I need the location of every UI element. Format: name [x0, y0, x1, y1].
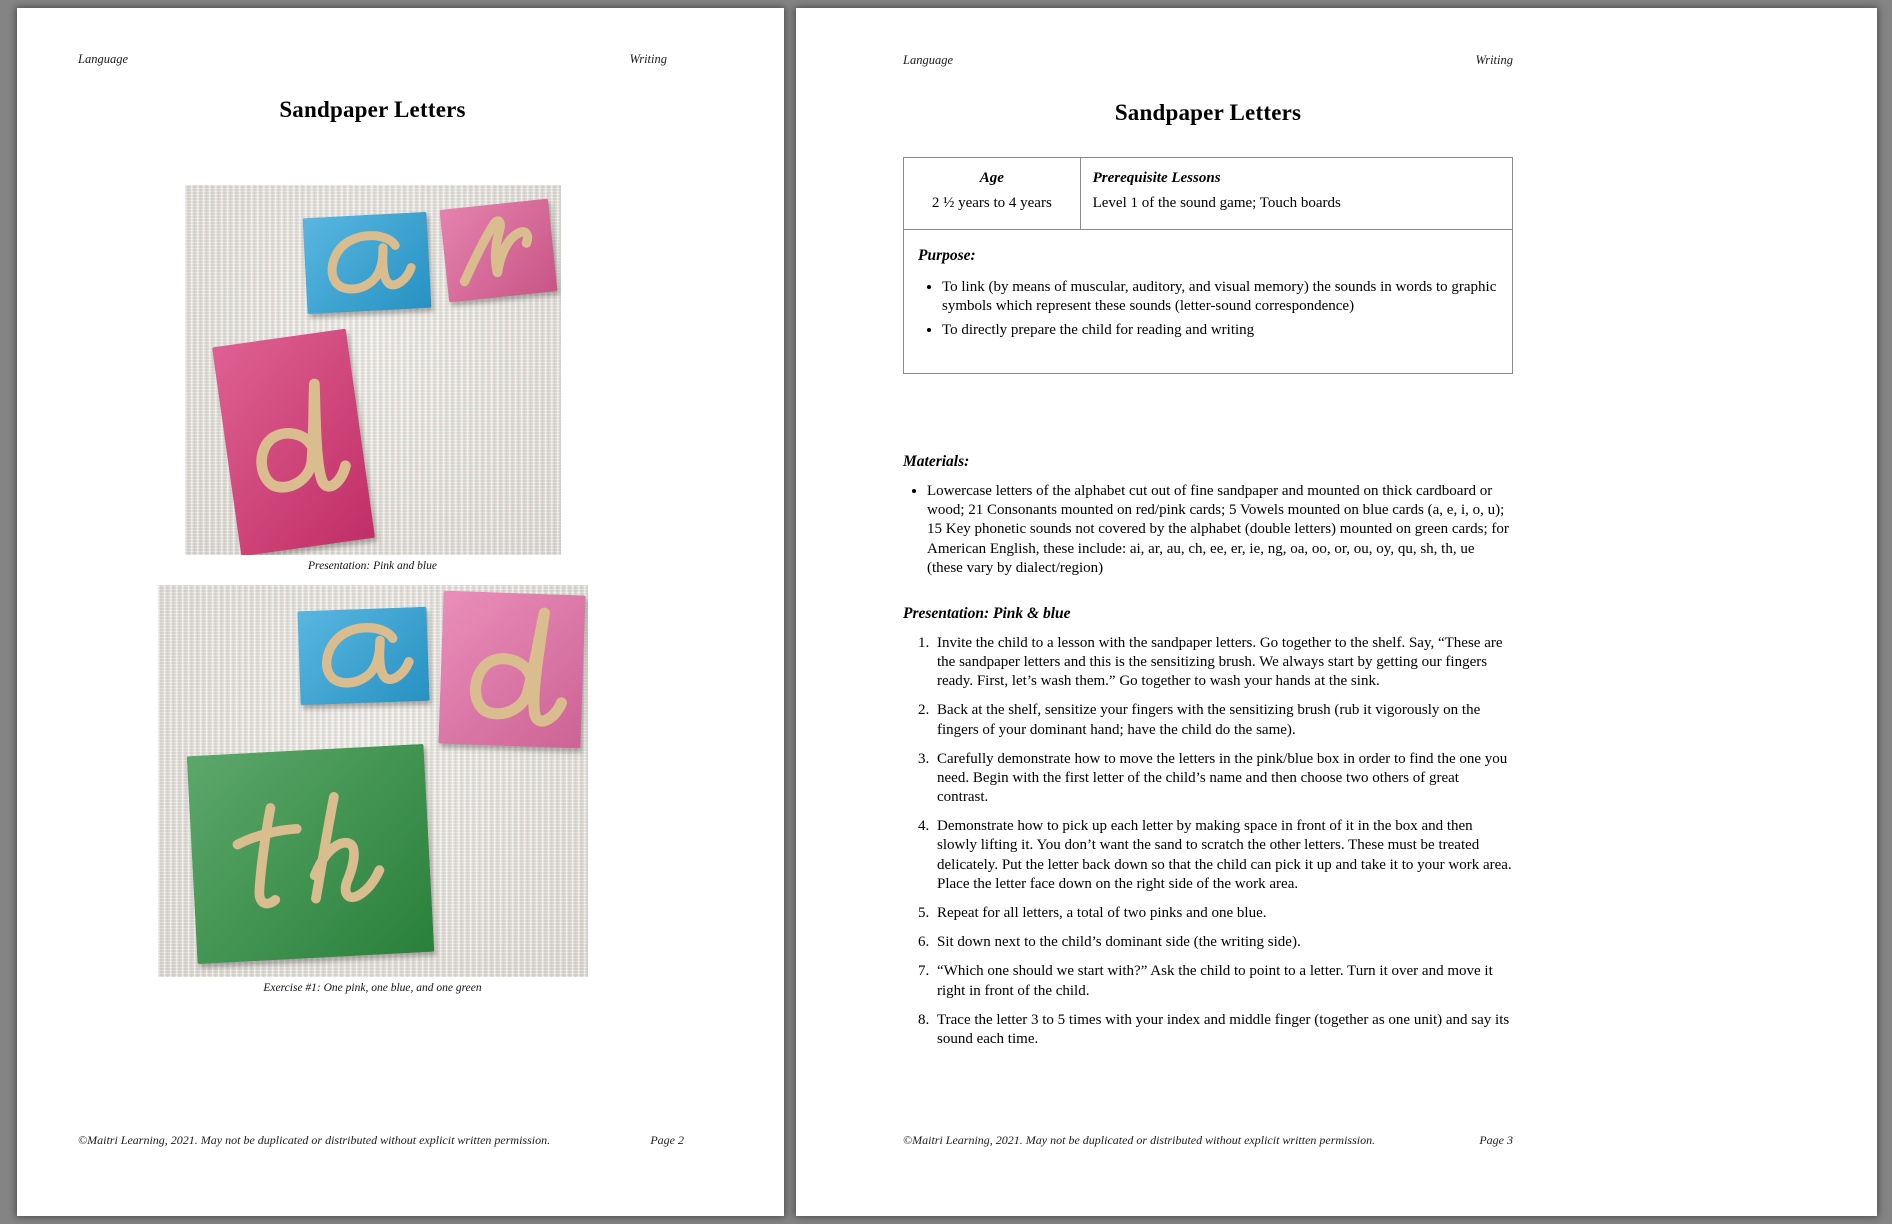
figure-caption: Exercise #1: One pink, one blue, and one green — [263, 982, 482, 994]
page-title: Sandpaper Letters — [1114, 100, 1302, 125]
copyright-notice: ©Maitri Learning, 2021. May not be duplicated or distributed without explicit written permission. — [78, 1133, 551, 1147]
presentation-steps-list — [903, 634, 1513, 1049]
purpose-bullet: • To directly prepare the child for reading and writing — [942, 321, 1498, 340]
age-prerequisites-table — [903, 157, 1513, 229]
header-section-label: Language — [78, 52, 128, 66]
presentation-step: 3. Carefully demonstrate how to move the letters in the pink/blue box in order to find the one you need. Begin with the first letter of the child’s name and then choose two others of great contrast. — [933, 750, 1513, 808]
purpose-bullet: • To link (by means of muscular, auditory, and visual memory) the sounds in words to graphic symbols which represent these sounds (letter-sound correspondence) — [942, 278, 1498, 316]
cursive-letter-d — [223, 344, 364, 540]
presentation-step: 1. Invite the child to a lesson with the sandpaper letters. Go together to the shelf. Say, “These are the sandpaper letters and this is the sensitizing brush. We always start by getting our fingers ready. First, let’s wash them.” Go together to wash your hands at the sink. — [933, 634, 1513, 692]
age-value: 2 ½ years to 4 years — [931, 194, 1052, 211]
sandpaper-card-pink-d — [212, 328, 375, 555]
presentation-step: 8. Trace the letter 3 to 5 times with your index and middle finger (together as one unit) and say its sound each time. — [933, 1011, 1513, 1049]
figure-presentation-photo — [185, 185, 561, 555]
figure-exercise-photo — [158, 585, 588, 977]
presentation-heading: Presentation: Pink & blue — [903, 604, 1071, 622]
sandpaper-card-pink-d — [439, 590, 586, 748]
page-footer — [78, 1133, 684, 1148]
running-header — [903, 52, 1513, 68]
header-chapter-label: Writing — [629, 52, 667, 66]
cursive-letters-th — [204, 759, 416, 948]
prerequisites-column-header: Prerequisite Lessons — [1092, 170, 1221, 187]
presentation-step: 4. Demonstrate how to pick up each letter by making space in front of it in the box and then slowly lifting it. You don’t want the sand to scratch the other letters. These must be treated delicately. Put the letter back down so that the child can pick it up and take it to your work area. Place the letter face down on the right side of the work area. — [933, 817, 1513, 894]
page-footer — [903, 1133, 1513, 1148]
figure-caption: Presentation: Pink and blue — [308, 560, 437, 572]
age-column-header: Age — [979, 170, 1004, 187]
materials-bullet: • Lowercase letters of the alphabet cut out of fine sandpaper and mounted on thick cardboard or wood; 21 Consonants mounted on red/pink cards; 5 Vowels mounted on blue cards (a, e, i, o, u); 15 Key phonetic sounds not covered by the alphabet (double letters) mounted on green cards; for American English, these include: ai, ar, au, ch, ee, er, ie, ng, oa, oo, or, ou, oy, qu, sh, th, ue (these vary by dialect/region) — [927, 482, 1513, 578]
cursive-letter-r — [448, 205, 550, 294]
sandpaper-card-green-th — [187, 744, 434, 964]
copyright-notice: ©Maitri Learning, 2021. May not be duplicated or distributed without explicit written permission. — [903, 1133, 1376, 1147]
page-title: Sandpaper Letters — [279, 97, 466, 122]
sandpaper-card-pink-r — [439, 198, 557, 301]
cursive-letter-a — [311, 219, 422, 307]
prerequisites-value: Level 1 of the sound game; Touch boards — [1092, 194, 1341, 211]
age-cell — [904, 158, 1081, 229]
prerequisites-cell — [1080, 158, 1512, 229]
presentation-step: 7. “Which one should we start with?” Ask the child to point to a letter. Turn it over and move it right in front of the child. — [933, 962, 1513, 1000]
header-section-label: Language — [903, 53, 953, 67]
table-row — [904, 158, 1513, 229]
materials-heading: Materials: — [903, 453, 970, 471]
presentation-step: 2. Back at the shelf, sensitize your fingers with the sensitizing brush (rub it vigorously on the fingers of your dominant hand; have the child do the same). — [933, 701, 1513, 739]
sandpaper-card-blue-a — [298, 606, 430, 705]
running-header — [78, 52, 667, 67]
header-chapter-label: Writing — [1475, 53, 1513, 67]
document-page-3 — [796, 8, 1877, 1216]
page-number: Page 3 — [1479, 1133, 1513, 1147]
page-number: Page 2 — [650, 1133, 684, 1147]
document-page-2 — [17, 8, 784, 1216]
presentation-step: 5. Repeat for all letters, a total of two pinks and one blue. — [933, 904, 1513, 923]
cursive-letter-d — [449, 601, 576, 737]
cursive-letter-a — [307, 613, 421, 698]
purpose-box — [903, 229, 1513, 374]
presentation-step: 6. Sit down next to the child’s dominant side (the writing side). — [933, 933, 1513, 952]
sandpaper-card-blue-a — [302, 211, 431, 314]
purpose-heading: Purpose: — [918, 246, 976, 264]
